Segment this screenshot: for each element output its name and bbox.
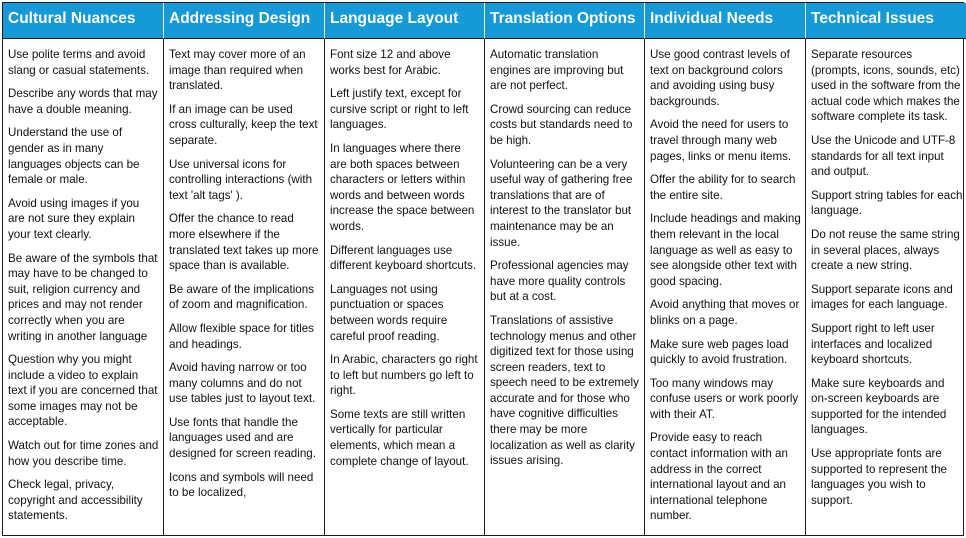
list-item: Do not reuse the same string in several places, always create a new string.	[811, 227, 960, 273]
list-item: Offer the chance to read more elsewhere if the translated text takes up more space than is available.	[169, 212, 319, 273]
guidelines-table	[2, 2, 964, 536]
list-item: Translations of assistive technology menus and other digitized text for those using screen readers, text to speech need to be extremely accurate and for those who have cognitive difficulties there may be more localization as well as clarity issues arising.	[490, 313, 639, 468]
list-item: Check legal, privacy, copyright and accessibility statements.	[8, 478, 143, 523]
column-header-cultural-nuances: Cultural Nuances	[3, 3, 164, 39]
list-item: Provide easy to reach contact information with an address in the correct international layout and an international telephone number.	[650, 431, 788, 523]
list-item: Avoid having narrow or too many columns and do not use tables just to layout text.	[169, 361, 316, 406]
list-item: Text may cover more of an image than required when translated.	[169, 48, 306, 93]
list-item: Be aware of the implications of zoom and magnification.	[169, 282, 314, 312]
list-item: Languages not using punctuation or spaces between words require careful proof reading.	[330, 282, 448, 343]
list-item: Describe any words that may have a double meaning.	[8, 87, 158, 116]
list-item: Support string tables for each language.	[811, 188, 963, 218]
list-item: Left justify text, except for cursive script or right to left languages.	[330, 87, 469, 132]
column-body-addressing-design	[164, 39, 325, 535]
column-body-individual-needs	[645, 39, 806, 535]
column-body-translation-options	[485, 39, 645, 535]
list-item: Use the Unicode and UTF-8 standards for all text input and output.	[811, 133, 956, 179]
list-item: Professional agencies may have more quality controls but at a cost.	[490, 259, 629, 304]
list-item: Support right to left user interfaces and localized keyboard shortcuts.	[811, 321, 935, 367]
list-item: Support separate icons and images for each language.	[811, 282, 953, 312]
list-item: Separate resources (prompts, icons, sounds, etc) used in the software from the actual code which makes the software complete its task.	[811, 48, 961, 124]
list-item: Icons and symbols will need to be localized,	[169, 470, 314, 500]
list-item: Some texts are still written vertically for particular elements, which mean a complete change of layout.	[330, 407, 469, 468]
column-header-technical-issues: Technical Issues	[806, 3, 966, 39]
list-item: Allow flexible space for titles and headings.	[169, 321, 314, 351]
list-item: If an image can be used cross culturally, keep the text separate.	[169, 102, 318, 147]
list-item: Include headings and making them relevant in the local language as well as easy to see alongside other text with good spacing.	[650, 212, 801, 288]
list-item: In Arabic, characters go right to left but numbers go left to right.	[330, 353, 478, 398]
list-item: Crowd sourcing can reduce costs but standards need to be high.	[490, 102, 633, 147]
column-header-addressing-design: Addressing Design	[164, 3, 325, 39]
column-header-language-layout: Language Layout	[325, 3, 485, 39]
list-item: Make sure web pages load quickly to avoid frustration.	[650, 337, 789, 367]
list-item: Understand the use of gender as in many languages objects can be female or male.	[8, 126, 140, 187]
list-item: Font size 12 and above works best for Arabic.	[330, 48, 451, 77]
list-item: Use polite terms and avoid slang or casual statements.	[8, 48, 150, 77]
list-item: Use fonts that handle the languages used and are designed for screen reading.	[169, 415, 316, 461]
list-item: Different languages use different keyboard shortcuts.	[330, 243, 477, 273]
column-body-language-layout	[325, 39, 485, 535]
list-item: Automatic translation engines are improving but are not perfect.	[490, 48, 624, 93]
list-item: Question why you might include a video to explain text if you are concerned that some images may not be acceptable.	[8, 353, 158, 429]
list-item: In languages where there are both spaces between characters or letters within words and between words increase the space between words.	[330, 141, 475, 233]
column-header-individual-needs: Individual Needs	[645, 3, 806, 39]
column-body-cultural-nuances	[3, 39, 164, 535]
list-item: Offer the ability for to search the entire site.	[650, 173, 796, 202]
list-item: Avoid anything that moves or blinks on a page.	[650, 298, 800, 327]
column-header-translation-options: Translation Options	[485, 3, 645, 39]
list-item: Avoid using images if you are not sure they explain your text clearly.	[8, 196, 140, 241]
list-item: Use appropriate fonts are supported to represent the languages you wish to support.	[811, 447, 947, 507]
list-item: Use universal icons for controlling interactions (with text 'alt tags' ).	[169, 157, 313, 202]
list-item: Avoid the need for users to travel through many web pages, links or menu items.	[650, 118, 792, 163]
list-item: Make sure keyboards and on-screen keyboards are supported for the intended languages.	[811, 376, 947, 437]
list-item: Watch out for time zones and how you describe time.	[8, 439, 159, 468]
list-item: Be aware of the symbols that may have to be changed to suit, religion currency and prices and may not render correctly when you are writing in another language	[8, 251, 158, 343]
list-item: Too many windows may confuse users or work poorly with their AT.	[650, 376, 799, 421]
list-item: Use good contrast levels of text on background colors and avoiding using busy backgrounds.	[650, 48, 790, 108]
column-body-technical-issues	[806, 39, 966, 535]
list-item: Volunteering can be a very useful way of gathering free translations that are of interest to the translator but maintenance may be an issue.	[490, 157, 633, 249]
